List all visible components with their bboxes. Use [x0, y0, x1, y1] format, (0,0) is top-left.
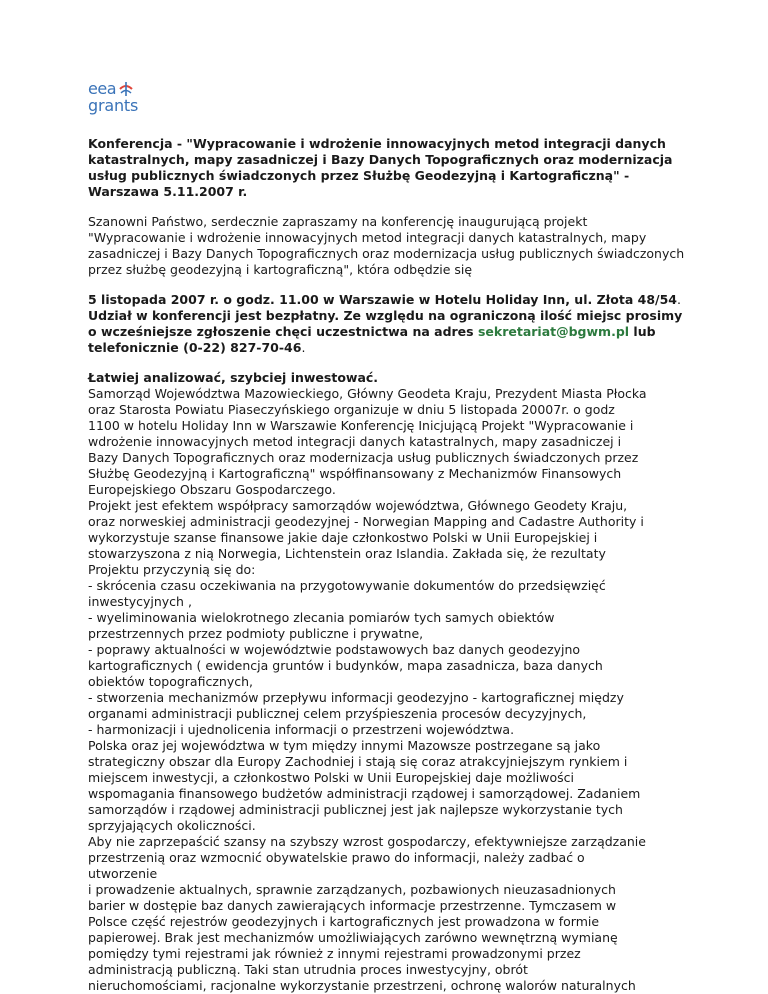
body-line: organami administracji publicznej celem przyśpieszenia procesów decyzyjnych,: [88, 706, 587, 721]
body-line: i prowadzenie aktualnych, sprawnie zarządzanych, pozbawionych nieuzasadnionych: [88, 882, 616, 897]
body-line: wdrożenie innowacyjnych metod integracji danych katastralnych, mapy zasadniczej i: [88, 434, 622, 449]
body-line: kartograficznych ( ewidencja gruntów i budynków, mapa zasadnicza, baza danych: [88, 658, 603, 673]
body-line: Służbę Geodezyjną i Kartograficzną" współfinansowany z Mechanizmów Finansowych: [88, 466, 622, 481]
body-line: Samorząd Województwa Mazowieckiego, Główny Geodeta Kraju, Prezydent Miasta Płocka: [88, 386, 647, 401]
document-title: Konferencja - "Wypracowanie i wdrożenie innowacyjnych metod integracji danych katastralnych, mapy zasadniczej i Bazy Danych Topograficznych oraz modernizacja usług publicznych świadczonych przez Służbę Geodezyjną i Kartograficzną" - Warszawa 5.11.2007 r.: [88, 136, 673, 199]
body-line: Projekt jest efektem współpracy samorządów województwa, Głównego Geodety Kraju,: [88, 498, 628, 513]
body-line: - skrócenia czasu oczekiwania na przygotowywanie dokumentów do przedsięwzięć: [88, 578, 606, 593]
body-line: oraz norweskiej administracji geodezyjnej - Norwegian Mapping and Cadastre Authority i: [88, 514, 644, 529]
body-line: Polsce część rejestrów geodezyjnych i kartograficznych jest prowadzona w formie: [88, 914, 600, 929]
logo-star-icon: [118, 81, 134, 97]
body-line: wspomagania finansowego budżetów administracji rządowej i samorządowej. Zadaniem: [88, 786, 641, 801]
body-line: miejscem inwestycji, a członkostwo Polski w Unii Europejskiej daje możliwości: [88, 770, 574, 785]
body-line: papierowej. Brak jest mechanizmów umożliwiających zarówno wewnętrzną wymianę: [88, 930, 618, 945]
contact-email-link[interactable]: sekretariat@bgwm.pl: [477, 324, 630, 339]
body-line: Projektu przyczynią się do:: [88, 562, 256, 577]
logo-eea-text: eea: [88, 79, 116, 98]
body-line: wykorzystuje szanse finansowe jakie daje członkostwo Polski w Unii Europejskiej i: [88, 530, 598, 545]
invitation-phone: lub telefonicznie (0-22) 827-70-46: [88, 324, 656, 355]
body-line: stowarzyszona z nią Norwegia, Lichtenstein oraz Islandia. Zakłada się, że rezultaty: [88, 546, 606, 561]
body-line: Polska oraz jej województwa w tym między innymi Mazowsze postrzegane są jako: [88, 738, 601, 753]
body-line: - wyeliminowania wielokrotnego zlecania pomiarów tych samych obiektów: [88, 610, 555, 625]
body-line: utworzenie: [88, 866, 158, 881]
body-line: nieruchomościami, racjonalne wykorzystanie przestrzeni, ochronę walorów naturalnych: [88, 978, 636, 993]
body-line: barier w dostępie baz danych zawierających informacje przestrzenne. Tymczasem w: [88, 898, 617, 913]
invitation-separator: .: [677, 292, 681, 307]
body-line: oraz Starosta Powiatu Piaseczyńskiego organizuje w dniu 5 listopada 20007r. o godz: [88, 402, 615, 417]
logo-grants-text: grants: [88, 96, 139, 115]
body-line: pomiędzy tymi rejestrami jak również z innymi rejestrami prowadzonymi przez: [88, 946, 581, 961]
body-line: inwestycyjnych ,: [88, 594, 192, 609]
eea-grants-logo: [88, 80, 158, 122]
body-line: przestrzenią oraz wzmocnić obywatelskie prawo do informacji, należy zadbać o: [88, 850, 585, 865]
body-line: 1100 w hotelu Holiday Inn w Warszawie Konferencję Inicjującą Projekt "Wypracowanie i: [88, 418, 634, 433]
body-text: [88, 386, 688, 994]
body-line: - harmonizacji i ujednolicenia informacji o przestrzeni województwa.: [88, 722, 515, 737]
body-line: przestrzennych przez podmioty publiczne i prywatne,: [88, 626, 424, 641]
body-line: Europejskiego Obszaru Gospodarczego.: [88, 482, 336, 497]
body-line: Bazy Danych Topograficznych oraz modernizacja usług publicznych świadczonych przez: [88, 450, 639, 465]
body-line: Aby nie zaprzepaścić szansy na szybszy wzrost gospodarczy, efektywniejsze zarządzanie: [88, 834, 646, 849]
invitation-registration: Udział w konferencji jest bezpłatny. Ze względu na ograniczoną ilość miejsc prosimy o wcześniejsze zgłoszenie chęci uczestnictwa na adres: [88, 308, 683, 339]
invitation-end: .: [301, 340, 306, 355]
invitation-paragraph: [88, 292, 688, 356]
document-body: [88, 136, 688, 994]
body-line: strategiczny obszar dla Europy Zachodniej i stają się coraz atrakcyjniejszym rynkiem i: [88, 754, 628, 769]
body-line: sprzyjających okoliczności.: [88, 818, 256, 833]
body-line: - poprawy aktualności w województwie podstawowych baz danych geodezyjno: [88, 642, 581, 657]
body-line: - stworzenia mechanizmów przepływu informacji geodezyjno - kartograficznej między: [88, 690, 624, 705]
invitation-date-venue: 5 listopada 2007 r. o godz. 11.00 w Warszawie w Hotelu Holiday Inn, ul. Złota 48/54: [88, 292, 678, 307]
body-line: samorządów i rządowej administracji publicznej jest jak najlepsze wykorzystanie tych: [88, 802, 623, 817]
intro-paragraph: Szanowni Państwo, serdecznie zapraszamy na konferencję inaugurującą projekt "Wypracowanie i wdrożenie innowacyjnych metod integracji danych katastralnych, mapy zasadniczej i Bazy Danych Topograficznych oraz modernizacja usług publicznych świadczonych przez służbę geodezyjną i kartograficzną", która odbędzie się: [88, 214, 685, 277]
body-line: administracją publiczną. Taki stan utrudnia proces inwestycyjny, obrót: [88, 962, 528, 977]
body-line: obiektów topograficznych,: [88, 674, 253, 689]
section-heading: Łatwiej analizować, szybciej inwestować.: [88, 370, 379, 385]
